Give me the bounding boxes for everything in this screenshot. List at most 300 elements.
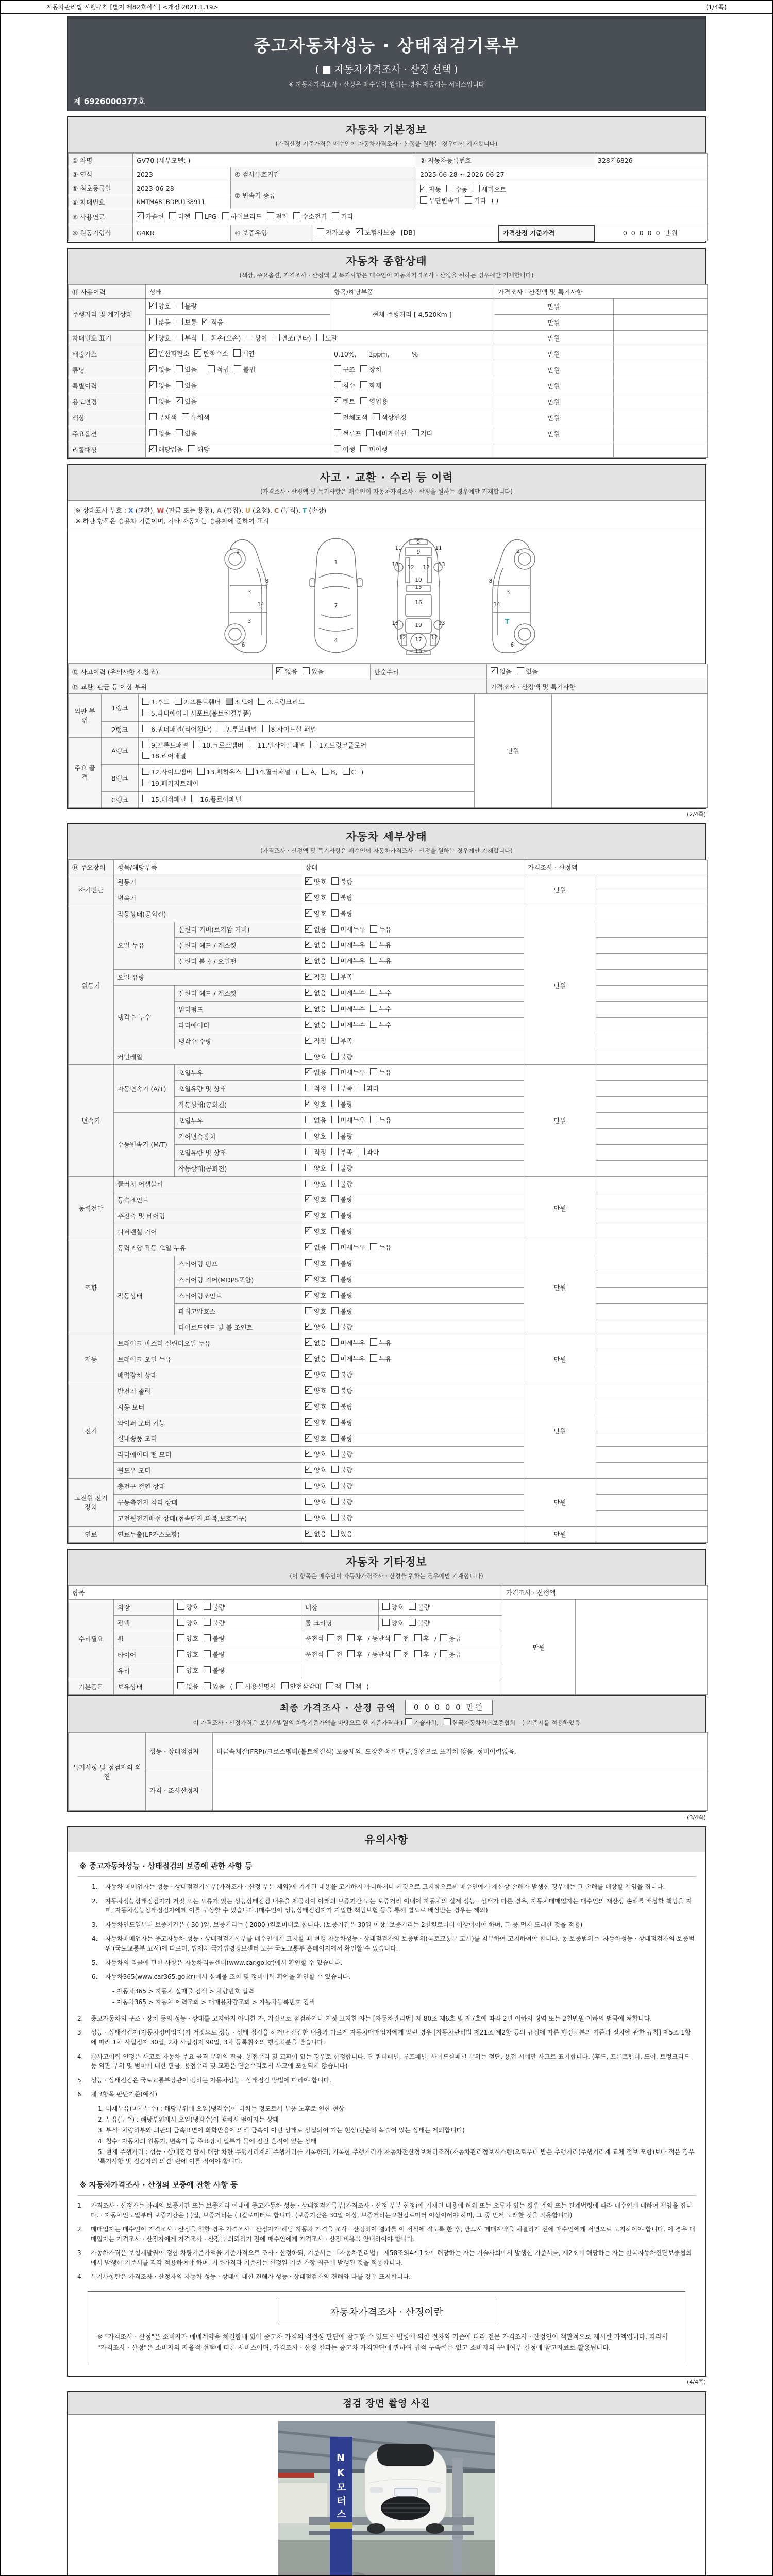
checkbox[interactable] bbox=[142, 698, 149, 705]
checkbox[interactable] bbox=[305, 1482, 312, 1489]
checkbox[interactable] bbox=[409, 1603, 416, 1610]
checkbox[interactable] bbox=[305, 989, 312, 996]
checkbox[interactable] bbox=[305, 1291, 312, 1298]
checkbox[interactable] bbox=[195, 212, 203, 219]
diagram-part-number: 4 bbox=[334, 638, 338, 644]
checkbox[interactable] bbox=[331, 1307, 339, 1314]
checkbox[interactable] bbox=[175, 698, 182, 705]
checkbox-label: 과다 bbox=[366, 1148, 379, 1156]
checkbox[interactable] bbox=[370, 1354, 377, 1362]
checkbox[interactable] bbox=[246, 768, 254, 775]
checkbox[interactable] bbox=[322, 768, 329, 775]
checkbox[interactable] bbox=[305, 1259, 312, 1266]
checkbox[interactable] bbox=[414, 1634, 422, 1641]
checkbox-label: 8.사이드실 패널 bbox=[271, 725, 316, 733]
checkbox-label: 후 bbox=[423, 1651, 429, 1659]
checkbox[interactable] bbox=[305, 1243, 312, 1250]
checkbox[interactable] bbox=[149, 302, 157, 309]
checkbox[interactable] bbox=[176, 397, 183, 404]
checkbox[interactable] bbox=[305, 1450, 312, 1457]
checkbox[interactable] bbox=[193, 741, 200, 748]
checkbox[interactable] bbox=[356, 228, 363, 235]
state-cell bbox=[301, 1128, 524, 1144]
sub-item-cell: 오일누유 bbox=[175, 1113, 301, 1129]
checkbox[interactable] bbox=[331, 957, 339, 964]
notice-number: 5. bbox=[77, 2076, 83, 2084]
checkbox[interactable] bbox=[347, 1650, 355, 1657]
checkbox-option bbox=[305, 941, 326, 949]
checkbox[interactable] bbox=[331, 1053, 339, 1060]
checkbox[interactable] bbox=[305, 1370, 312, 1378]
checkbox[interactable] bbox=[217, 725, 224, 732]
checkbox[interactable] bbox=[305, 1354, 312, 1362]
checkbox[interactable] bbox=[204, 1634, 211, 1641]
checkbox[interactable] bbox=[331, 893, 339, 901]
checkbox[interactable] bbox=[305, 1037, 312, 1044]
checkbox[interactable] bbox=[142, 752, 149, 759]
checkbox[interactable] bbox=[204, 1603, 211, 1610]
checkbox-option bbox=[305, 1084, 326, 1092]
notice-item bbox=[77, 2014, 696, 2024]
checkbox[interactable] bbox=[142, 741, 149, 748]
checkbox[interactable] bbox=[331, 1021, 339, 1028]
checkbox[interactable] bbox=[370, 941, 377, 948]
checkbox[interactable] bbox=[331, 1354, 339, 1362]
checkbox[interactable] bbox=[149, 349, 157, 357]
checkbox[interactable] bbox=[177, 1603, 184, 1610]
option-group bbox=[382, 1603, 435, 1611]
checkbox-label: 디젤 bbox=[178, 213, 191, 221]
checkbox[interactable] bbox=[236, 1682, 243, 1689]
option-group bbox=[305, 1212, 358, 1219]
checkbox[interactable] bbox=[176, 302, 183, 309]
checkbox[interactable] bbox=[305, 1195, 312, 1202]
checkbox[interactable] bbox=[142, 795, 149, 802]
checkbox[interactable] bbox=[331, 1418, 339, 1426]
other-title: 자동차 기타정보 bbox=[346, 1555, 427, 1568]
checkbox-option bbox=[465, 197, 486, 205]
checkbox[interactable] bbox=[137, 212, 144, 219]
option-group bbox=[334, 414, 412, 421]
checkbox[interactable] bbox=[305, 1100, 312, 1107]
page-number: (3/4쪽) bbox=[687, 1814, 706, 1821]
status-code-desc: (판금 또는 용접), bbox=[164, 506, 217, 514]
checkbox[interactable] bbox=[303, 667, 310, 674]
checkbox[interactable] bbox=[331, 1338, 339, 1346]
checkbox[interactable] bbox=[444, 1718, 451, 1725]
checkbox[interactable] bbox=[204, 1650, 211, 1657]
checkbox[interactable] bbox=[305, 1132, 312, 1139]
checkbox[interactable] bbox=[305, 1211, 312, 1218]
checkbox[interactable] bbox=[394, 1634, 401, 1641]
checkbox[interactable] bbox=[366, 429, 374, 436]
checkbox[interactable] bbox=[331, 1530, 339, 1537]
checkbox[interactable] bbox=[169, 212, 176, 219]
checkbox[interactable] bbox=[305, 957, 312, 964]
checkbox[interactable] bbox=[305, 1418, 312, 1426]
checkbox[interactable] bbox=[149, 429, 157, 436]
checkbox[interactable] bbox=[370, 957, 377, 964]
checkbox[interactable] bbox=[234, 365, 241, 372]
checkbox-label: 없음 bbox=[314, 1530, 327, 1538]
checkbox[interactable] bbox=[262, 725, 270, 732]
notice-number: 3. bbox=[77, 2029, 83, 2037]
checkbox[interactable] bbox=[305, 1180, 312, 1187]
option-group bbox=[305, 1651, 466, 1658]
checkbox[interactable] bbox=[327, 1650, 334, 1657]
checkbox-option bbox=[193, 741, 243, 749]
checkbox[interactable] bbox=[305, 1084, 312, 1091]
checkbox[interactable] bbox=[370, 1243, 377, 1250]
checkbox[interactable] bbox=[305, 1498, 312, 1505]
checkbox[interactable] bbox=[331, 1195, 339, 1202]
checkbox[interactable] bbox=[310, 741, 317, 748]
checkbox-label: 양호 bbox=[186, 1635, 199, 1643]
checkbox[interactable] bbox=[331, 1259, 339, 1266]
checkbox[interactable] bbox=[149, 334, 157, 341]
checkbox[interactable] bbox=[317, 228, 324, 235]
checkbox-option bbox=[305, 1419, 326, 1427]
checkbox-option bbox=[331, 1228, 352, 1235]
checkbox[interactable] bbox=[394, 1650, 401, 1657]
checkbox[interactable] bbox=[305, 1307, 312, 1314]
checkbox[interactable] bbox=[305, 1323, 312, 1330]
checkbox[interactable] bbox=[360, 445, 367, 452]
fuel-options bbox=[133, 209, 708, 225]
item-cell: 원동기 bbox=[114, 874, 301, 890]
accident-history-label: ⑫ 사고이력 (유의사항 4.참조) bbox=[69, 664, 273, 680]
checkbox-option bbox=[305, 1355, 326, 1363]
accident-title: 사고 · 교환 · 수리 등 이력 bbox=[320, 471, 453, 484]
checkbox[interactable] bbox=[331, 1275, 339, 1282]
checkbox[interactable] bbox=[258, 698, 265, 705]
checkbox[interactable] bbox=[276, 667, 283, 674]
checkbox[interactable] bbox=[176, 318, 183, 325]
notice-item bbox=[77, 2225, 696, 2244]
checkbox[interactable] bbox=[360, 397, 367, 404]
checkbox-label: 불량 bbox=[212, 1667, 225, 1675]
item-cell: 추진축 및 베어링 bbox=[114, 1208, 301, 1224]
checkbox[interactable] bbox=[331, 1037, 339, 1044]
checkbox[interactable] bbox=[177, 1682, 184, 1689]
checkbox[interactable] bbox=[305, 973, 312, 980]
checkbox-label: 3.도어 bbox=[234, 698, 254, 706]
checkbox[interactable] bbox=[491, 667, 498, 674]
checkbox[interactable] bbox=[142, 725, 149, 732]
checkbox[interactable] bbox=[331, 1211, 339, 1218]
checkbox[interactable] bbox=[331, 1386, 339, 1394]
checkbox[interactable] bbox=[331, 877, 339, 885]
checkbox[interactable] bbox=[305, 1338, 312, 1346]
checkbox[interactable] bbox=[414, 1650, 422, 1657]
checkbox[interactable] bbox=[316, 334, 324, 341]
checkbox[interactable] bbox=[370, 1068, 377, 1075]
checkbox[interactable] bbox=[331, 1370, 339, 1378]
checkbox[interactable] bbox=[331, 1227, 339, 1234]
checkbox[interactable] bbox=[346, 1682, 354, 1689]
checkbox[interactable] bbox=[412, 429, 419, 436]
row-label-cell: 배출가스 bbox=[69, 346, 146, 362]
checkbox[interactable] bbox=[334, 445, 341, 452]
checkbox[interactable] bbox=[305, 1005, 312, 1012]
checkbox-label: 누유 bbox=[379, 941, 392, 950]
checkbox[interactable] bbox=[409, 1619, 416, 1626]
checkbox[interactable] bbox=[305, 1116, 312, 1123]
item-cell: 고전원전기배선 상태(접속단자,피복,보호기구) bbox=[114, 1510, 301, 1526]
checkbox[interactable] bbox=[208, 365, 215, 372]
checkbox[interactable] bbox=[334, 413, 341, 420]
checkbox[interactable] bbox=[305, 893, 312, 901]
checkbox[interactable] bbox=[176, 429, 183, 436]
checkbox[interactable] bbox=[305, 1434, 312, 1442]
checkbox[interactable] bbox=[331, 1005, 339, 1012]
checkbox-label: 미세누유 bbox=[340, 1244, 365, 1251]
checkbox[interactable] bbox=[331, 1514, 339, 1521]
checkbox[interactable] bbox=[331, 1482, 339, 1489]
checkbox[interactable] bbox=[370, 989, 377, 996]
checkbox[interactable] bbox=[517, 667, 524, 674]
checkbox[interactable] bbox=[302, 768, 309, 775]
notice-number: 1. bbox=[77, 2201, 83, 2209]
checkbox[interactable] bbox=[149, 365, 157, 372]
notice-number: 4. bbox=[77, 2053, 83, 2060]
checkbox-option bbox=[305, 894, 326, 902]
checkbox[interactable] bbox=[331, 1100, 339, 1107]
item-cell bbox=[330, 426, 494, 442]
checkbox[interactable] bbox=[176, 334, 183, 341]
checkbox[interactable] bbox=[246, 334, 253, 341]
option-group bbox=[177, 1619, 230, 1627]
checkbox[interactable] bbox=[331, 909, 339, 917]
checkbox[interactable] bbox=[177, 1666, 184, 1673]
checkbox-label: 양호 bbox=[314, 1132, 327, 1140]
checkbox[interactable] bbox=[331, 1243, 339, 1250]
checkbox-label: 없음 bbox=[314, 941, 327, 950]
checkbox[interactable] bbox=[305, 1514, 312, 1521]
checkbox[interactable] bbox=[382, 1619, 390, 1626]
checkbox-label: 양호 bbox=[314, 1386, 327, 1395]
checkbox[interactable] bbox=[370, 1021, 377, 1028]
checkbox[interactable] bbox=[177, 1650, 184, 1657]
checkbox[interactable] bbox=[370, 1005, 377, 1012]
checkbox[interactable] bbox=[273, 334, 280, 341]
checkbox-option bbox=[182, 414, 209, 421]
checkbox[interactable] bbox=[358, 1148, 365, 1155]
checkbox-label: 없음 bbox=[314, 957, 327, 965]
checkbox[interactable] bbox=[334, 365, 341, 372]
checkbox[interactable] bbox=[305, 1275, 312, 1282]
item-cell bbox=[330, 362, 494, 378]
table-row bbox=[69, 181, 708, 195]
item-cell: 광택 bbox=[114, 1615, 174, 1631]
checkbox[interactable] bbox=[331, 1402, 339, 1410]
checkbox-option bbox=[305, 1260, 326, 1267]
checkbox[interactable] bbox=[331, 1323, 339, 1330]
checkbox[interactable] bbox=[382, 1603, 390, 1610]
meta-strip bbox=[0, 0, 773, 14]
checkbox[interactable] bbox=[305, 877, 312, 885]
checkbox-label: 양호 bbox=[314, 893, 327, 902]
checkbox[interactable] bbox=[233, 349, 241, 357]
option-group bbox=[142, 725, 322, 733]
checkbox[interactable] bbox=[305, 1021, 312, 1028]
checkbox[interactable] bbox=[370, 1338, 377, 1346]
checkbox[interactable] bbox=[305, 1053, 312, 1060]
checkbox[interactable] bbox=[176, 365, 183, 372]
checkbox[interactable] bbox=[293, 212, 300, 219]
legend-prefix: ※ 상태표시 부호 : bbox=[75, 506, 129, 514]
checkbox[interactable] bbox=[305, 925, 312, 933]
checkbox[interactable] bbox=[305, 1530, 312, 1537]
checkbox[interactable] bbox=[360, 365, 367, 372]
checkbox-option bbox=[236, 1683, 276, 1690]
checkbox-label: 불량 bbox=[212, 1635, 225, 1643]
checkbox-label: 세미오토 bbox=[481, 185, 507, 193]
checkbox[interactable] bbox=[331, 1068, 339, 1075]
checkbox[interactable] bbox=[331, 1116, 339, 1123]
checkbox[interactable] bbox=[358, 1084, 365, 1091]
checkbox[interactable] bbox=[204, 1619, 211, 1626]
checkbox-label: 불량 bbox=[340, 1371, 353, 1379]
state-cell bbox=[379, 1615, 502, 1631]
checkbox[interactable] bbox=[305, 1164, 312, 1171]
checkbox[interactable] bbox=[405, 1718, 412, 1725]
checkbox-label: 안전삼각대 bbox=[290, 1683, 321, 1690]
checkbox[interactable] bbox=[188, 445, 195, 452]
checkbox[interactable] bbox=[465, 196, 472, 204]
checkbox[interactable] bbox=[267, 212, 274, 219]
checkbox[interactable] bbox=[177, 1634, 184, 1641]
item-cell: 룸 크리닝 bbox=[301, 1615, 379, 1631]
checkbox[interactable] bbox=[331, 1466, 339, 1473]
checkbox[interactable] bbox=[326, 1682, 333, 1689]
checkbox[interactable] bbox=[331, 1132, 339, 1139]
checkbox[interactable] bbox=[440, 1650, 447, 1657]
checkbox[interactable] bbox=[360, 381, 367, 388]
checkbox[interactable] bbox=[331, 1180, 339, 1187]
checkbox[interactable] bbox=[281, 1682, 289, 1689]
checkbox[interactable] bbox=[249, 741, 256, 748]
checkbox[interactable] bbox=[331, 925, 339, 933]
checkbox[interactable] bbox=[305, 1402, 312, 1410]
option-group bbox=[382, 1619, 435, 1627]
checkbox[interactable] bbox=[222, 212, 229, 219]
checkbox-option bbox=[331, 894, 352, 902]
checkbox[interactable] bbox=[347, 1634, 355, 1641]
checkbox[interactable] bbox=[142, 768, 149, 775]
notice-number: 4. bbox=[92, 1935, 98, 1943]
checkbox-option bbox=[331, 1308, 352, 1315]
checkbox-option bbox=[305, 910, 326, 918]
checkbox[interactable] bbox=[331, 1084, 339, 1091]
checkbox[interactable] bbox=[191, 795, 198, 802]
checkbox[interactable] bbox=[202, 334, 209, 341]
table-row bbox=[69, 694, 708, 721]
checkbox[interactable] bbox=[334, 429, 341, 436]
checkbox[interactable] bbox=[149, 445, 157, 452]
checkbox[interactable] bbox=[142, 709, 149, 716]
checkbox[interactable] bbox=[305, 909, 312, 917]
checkbox[interactable] bbox=[327, 1634, 334, 1641]
checkbox[interactable] bbox=[331, 1498, 339, 1505]
checkbox[interactable] bbox=[334, 381, 341, 388]
price-cell: 만원 bbox=[502, 1599, 576, 1694]
checkbox-option bbox=[414, 1635, 429, 1642]
checkbox[interactable] bbox=[305, 1148, 312, 1155]
checkbox-option bbox=[305, 989, 326, 997]
checkbox-label: 불량 bbox=[340, 1402, 353, 1411]
checkbox[interactable] bbox=[334, 397, 341, 404]
checkbox[interactable] bbox=[177, 1619, 184, 1626]
transmission-label: ⑦ 변속기 종류 bbox=[231, 181, 416, 209]
checkbox[interactable] bbox=[373, 413, 380, 420]
checkbox[interactable] bbox=[305, 941, 312, 948]
checkbox[interactable] bbox=[305, 1227, 312, 1234]
checkbox[interactable] bbox=[331, 941, 339, 948]
checkbox[interactable] bbox=[149, 397, 157, 404]
checkbox-option bbox=[305, 1196, 326, 1204]
checkbox[interactable] bbox=[331, 973, 339, 980]
checkbox[interactable] bbox=[305, 1466, 312, 1473]
basic-items-label: 기본품목 bbox=[69, 1679, 114, 1695]
checkbox[interactable] bbox=[182, 413, 189, 420]
device-group-label: 연료 bbox=[69, 1526, 114, 1542]
checkbox[interactable] bbox=[331, 1434, 339, 1442]
checkbox[interactable] bbox=[343, 768, 350, 775]
checkbox[interactable] bbox=[370, 925, 377, 933]
checkbox-option bbox=[305, 1164, 326, 1172]
diagram-part-number: 3 bbox=[247, 589, 251, 596]
price-cell: 만원 bbox=[524, 906, 596, 1065]
checkbox[interactable] bbox=[305, 1068, 312, 1075]
checkbox-label: 양호 bbox=[314, 1100, 327, 1109]
checkbox[interactable] bbox=[331, 1164, 339, 1171]
checkbox[interactable] bbox=[194, 349, 201, 357]
checkbox[interactable] bbox=[176, 381, 183, 388]
checkbox[interactable] bbox=[202, 318, 209, 325]
state-cell bbox=[301, 1256, 524, 1272]
checkbox-label: 양호 bbox=[314, 1180, 327, 1188]
lift-brand-text: NK모터스 bbox=[335, 2452, 346, 2522]
checkbox[interactable] bbox=[149, 381, 157, 388]
checkbox[interactable] bbox=[440, 1634, 447, 1641]
checkbox[interactable] bbox=[446, 185, 453, 192]
checkbox[interactable] bbox=[204, 1666, 211, 1673]
checkbox[interactable] bbox=[370, 1116, 377, 1123]
checkbox[interactable] bbox=[331, 989, 339, 996]
other-band bbox=[68, 1550, 705, 1585]
checkbox-label: 적정 bbox=[314, 1148, 327, 1156]
checkbox[interactable] bbox=[331, 1450, 339, 1457]
checkbox[interactable] bbox=[305, 1386, 312, 1394]
checkbox[interactable] bbox=[420, 185, 427, 192]
checkbox[interactable] bbox=[142, 779, 149, 786]
checkbox[interactable] bbox=[226, 698, 233, 705]
status-code-desc: (요철), bbox=[250, 506, 274, 514]
checkbox[interactable] bbox=[332, 212, 339, 219]
checkbox[interactable] bbox=[204, 1682, 211, 1689]
checkbox[interactable] bbox=[149, 413, 157, 420]
checkbox[interactable] bbox=[420, 196, 427, 204]
checkbox[interactable] bbox=[149, 318, 157, 325]
checkbox[interactable] bbox=[331, 1291, 339, 1298]
checkbox-option bbox=[194, 350, 228, 358]
checkbox-label: 불량 bbox=[340, 1418, 353, 1427]
checkbox-option bbox=[149, 318, 171, 326]
checkbox[interactable] bbox=[197, 768, 205, 775]
checkbox[interactable] bbox=[331, 1148, 339, 1155]
checkbox[interactable] bbox=[473, 185, 480, 192]
